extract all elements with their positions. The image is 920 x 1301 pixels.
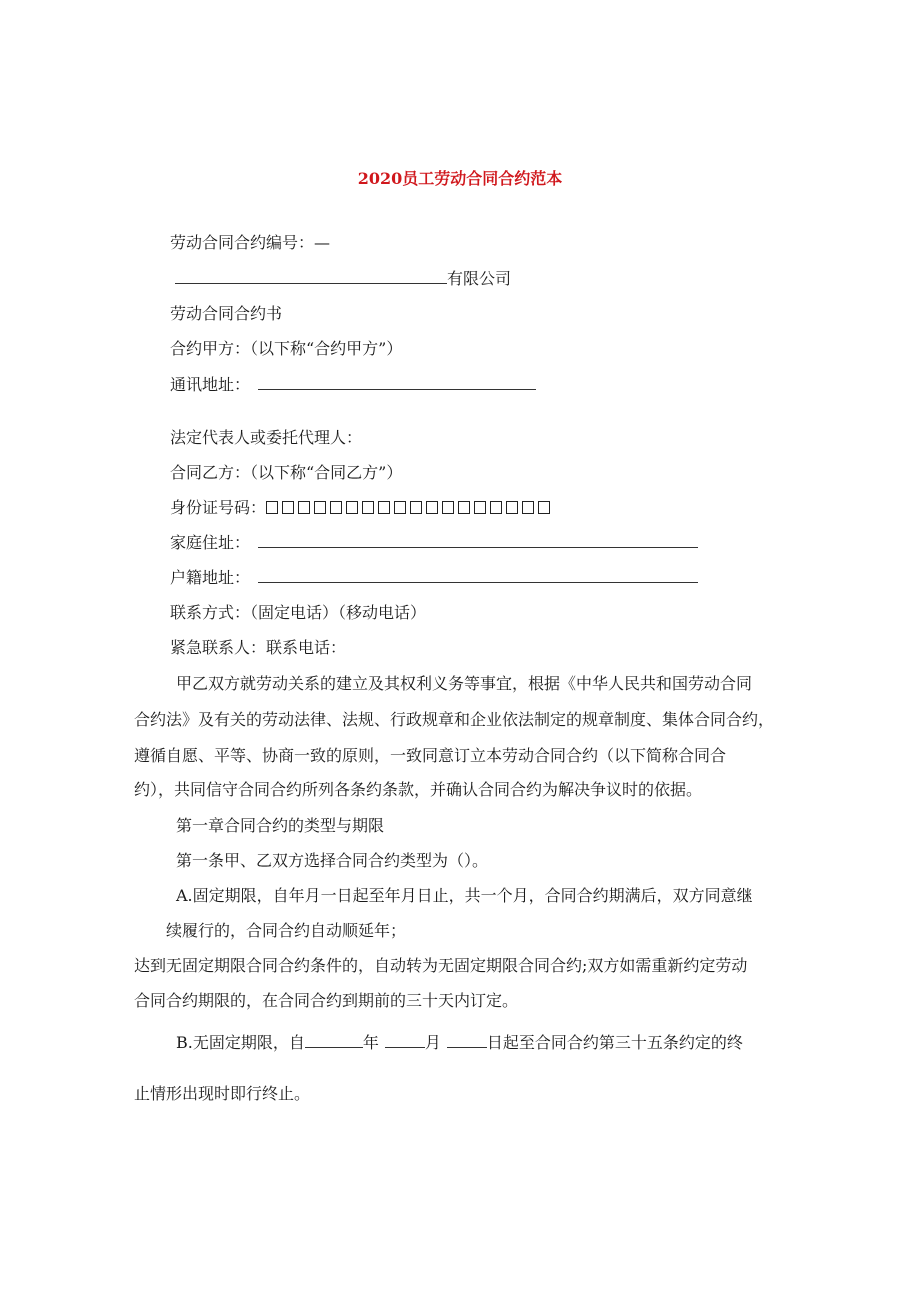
intro-paragraph-line: 合约法》及有关的劳动法律、法规、行政规章和企业依法制定的规章制度、集体合同合约，	[134, 710, 775, 729]
home-address-line	[170, 532, 698, 554]
party-a-label: 合约甲方：（以下称“合约甲方”）	[170, 339, 403, 358]
id-digit-box[interactable]	[410, 501, 422, 514]
option-b-prefix: B.无固定期限，自	[176, 1033, 305, 1052]
company-line	[175, 268, 511, 290]
id-digit-box[interactable]	[394, 501, 406, 514]
option-b-month-blank[interactable]	[385, 1033, 425, 1048]
contract-number-label: 劳动合同合约编号：—	[170, 233, 331, 252]
option-b-year-blank[interactable]	[305, 1033, 363, 1048]
id-number-label: 身份证号码：	[170, 498, 267, 517]
emergency-contact-label: 紧急联系人：联系电话：	[170, 638, 347, 657]
id-digit-box[interactable]	[330, 501, 342, 514]
intro-paragraph-line: 约），共同信守合同合约所列各条约条款，并确认合同合约为解决争议时的依据。	[134, 780, 703, 799]
party-a-address-label: 通讯地址：	[170, 375, 251, 394]
id-digit-box[interactable]	[298, 501, 310, 514]
household-address-blank[interactable]	[258, 568, 698, 583]
option-a-line: A.固定期限，自年月一日起至年月日止，共一个月，合同合约期满后，双方同意继	[176, 886, 753, 905]
household-address-label: 户籍地址：	[170, 568, 251, 587]
id-digit-box[interactable]	[474, 501, 486, 514]
intro-paragraph-line: 遵循自愿、平等、协商一致的原则，一致同意订立本劳动合同合约（以下简称合同合	[134, 746, 727, 765]
id-digit-box[interactable]	[362, 501, 374, 514]
option-b-year: 年	[362, 1033, 379, 1052]
option-b-line	[176, 1032, 743, 1054]
party-b-label: 合同乙方：（以下称“合同乙方”）	[170, 463, 403, 482]
id-digit-box[interactable]	[458, 501, 470, 514]
option-b-day-blank[interactable]	[447, 1033, 487, 1048]
party-a-address-blank[interactable]	[258, 375, 536, 390]
household-address-line	[170, 567, 698, 589]
id-digit-box[interactable]	[282, 501, 294, 514]
intro-paragraph-line: 甲乙双方就劳动关系的建立及其权利义务等事宜，根据《中华人民共和国劳动合同	[176, 674, 753, 693]
option-b-month: 月	[424, 1033, 441, 1052]
id-digit-box[interactable]	[506, 501, 518, 514]
contact-label: 联系方式：（固定电话）（移动电话）	[170, 603, 427, 622]
id-number-boxes[interactable]	[266, 498, 554, 517]
party-a-address-line	[170, 374, 536, 396]
legal-rep-label: 法定代表人或委托代理人：	[170, 428, 363, 447]
id-digit-box[interactable]	[378, 501, 390, 514]
id-digit-box[interactable]	[314, 501, 326, 514]
company-name-blank[interactable]	[175, 269, 447, 284]
home-address-label: 家庭住址：	[170, 533, 251, 552]
option-a-line: 达到无固定期限合同合约条件的，自动转为无固定期限合同合约;双方如需重新约定劳动	[134, 956, 748, 975]
document-title: 2020员工劳动合同合约范本	[357, 169, 563, 188]
id-number-line	[170, 497, 554, 519]
book-title: 劳动合同合约书	[170, 304, 283, 323]
id-digit-box[interactable]	[490, 501, 502, 514]
chapter-1-heading: 第一章合同合约的类型与期限	[176, 816, 385, 835]
home-address-blank[interactable]	[258, 533, 698, 548]
company-suffix: 有限公司	[447, 269, 512, 288]
id-digit-box[interactable]	[426, 501, 438, 514]
id-digit-box[interactable]	[442, 501, 454, 514]
id-digit-box[interactable]	[266, 501, 278, 514]
option-b-rest: 日起至合同合约第三十五条约定的终	[486, 1033, 743, 1052]
id-digit-box[interactable]	[522, 501, 534, 514]
option-a-line: 续履行的，合同合约自动顺延年；	[166, 921, 407, 940]
option-a-line: 合同合约期限的，在合同合约到期前的三十天内订定。	[134, 991, 519, 1010]
article-1: 第一条甲、乙双方选择合同合约类型为（）。	[176, 851, 489, 870]
option-b-line2: 止情形出现时即行终止。	[134, 1084, 311, 1103]
id-digit-box[interactable]	[346, 501, 358, 514]
id-digit-box[interactable]	[538, 501, 550, 514]
